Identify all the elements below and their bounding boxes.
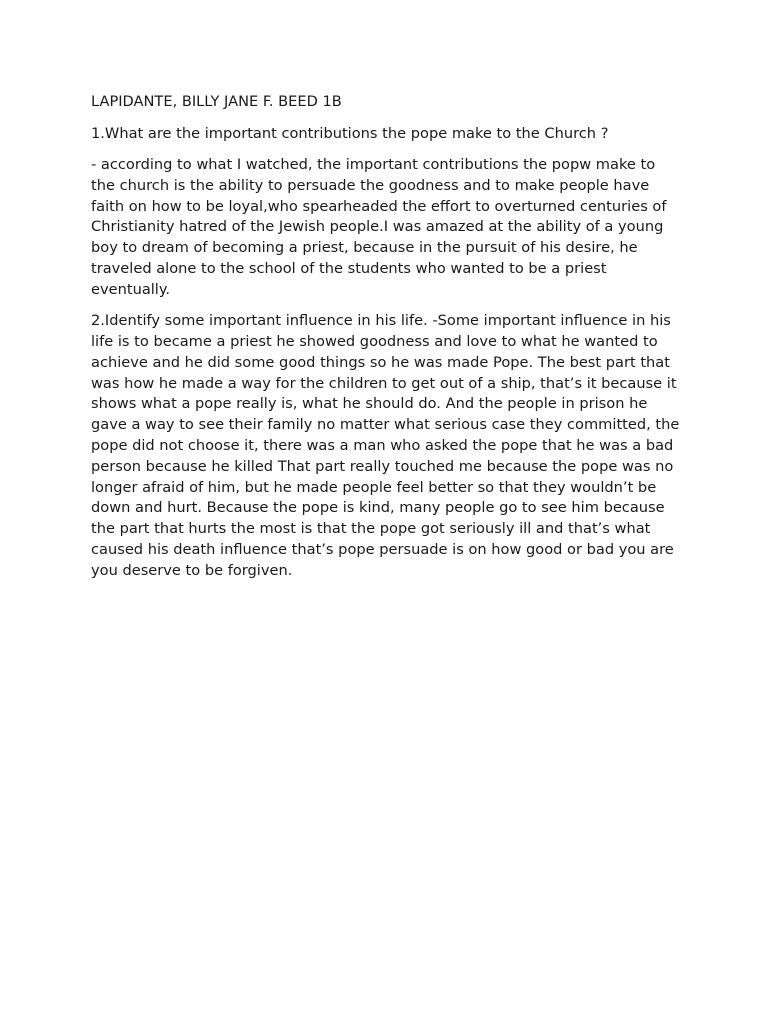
question-2-answer: 2.Identify some important influence in his life. -Some important influence in his life is to became a priest he showed goodness and love to what he wanted to achieve and he did some good things so he was made Pope. The best part that was how he made a way for the children to get out of a ship, that’s it because it shows what a pope really is, what he should do. And the people in prison he gave a way to see their family no matter what serious case they committed, the pope did not choose it, there was a man who asked the pope that he was a bad person because he killed That part really touched me because the pope was no longer afraid of him, but he made people feel better so that they wouldn’t be down and hurt. Because the pope is kind, many people go to see him because the part that hurts the most is that the pope got seriously ill and that’s what caused his death influence that’s pope persuade is on how good or bad you are you deserve to be forgiven. bbox=[91, 312, 685, 579]
document-page bbox=[91, 92, 685, 592]
question-1: 1.What are the important contributions the pope make to the Church ? bbox=[91, 124, 609, 142]
student-name-header: LAPIDANTE, BILLY JANE F. BEED 1B bbox=[91, 93, 342, 110]
answer-1: - according to what I watched, the important contributions the popw make to the church is the ability to persuade the goodness and to make people have faith on how to be loyal,who spearheaded the effort to overturned centuries of Christianity hatred of the Jewish people.I was amazed at the ability of a young boy to dream of becoming a priest, because in the pursuit of his desire, he traveled alone to the school of the students who wanted to be a priest eventually. bbox=[91, 156, 672, 298]
